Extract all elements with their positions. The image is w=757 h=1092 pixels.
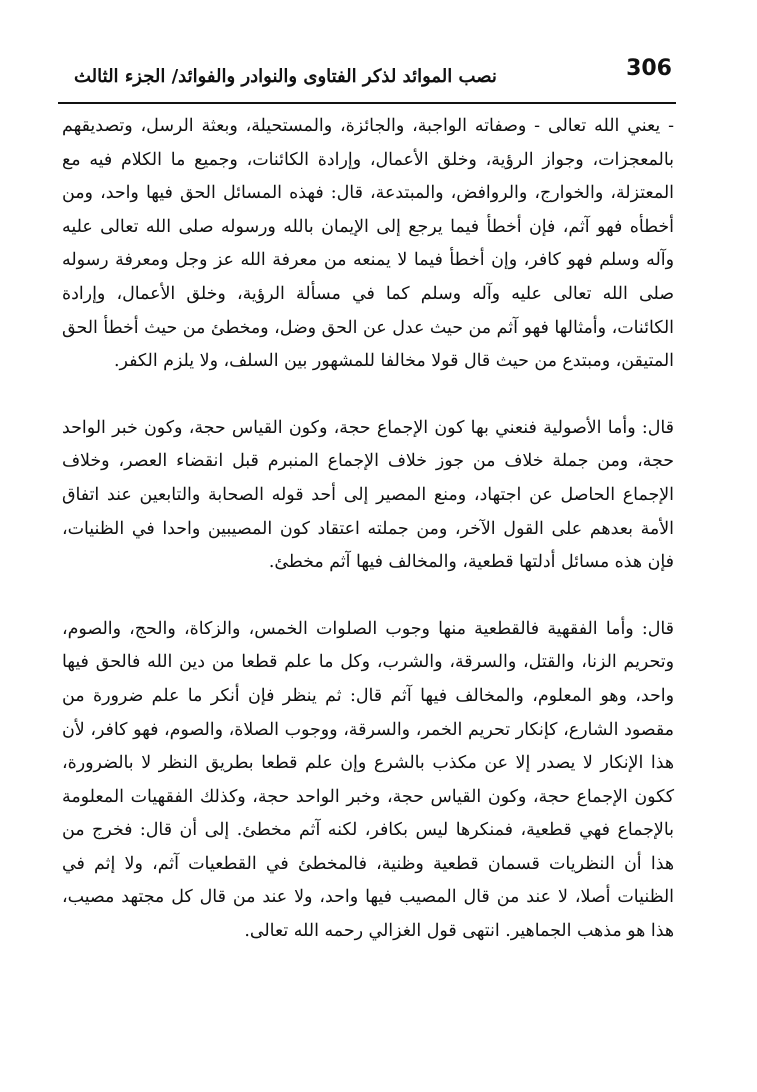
paragraph: قال: وأما الأصولية فنعني بها كون الإجماع حجة، وكون القياس حجة، وكون خبر الواحد حجة، ومن جملة خلاف من جوز خلاف الإجماع المنبرم قبل انقضاء العصر، وخلاف الإجماع الحاصل عن اجتهاد، ومنع المصير إلى أحد قوله الصحابة والتابعين عند اتفاق الأمة بعدهم على القول الآخر، ومن جملته اعتقاد كون المصيبين واحدا في الظنيات، فإن هذه مسائل أدلتها قطعية، والمخالف فيها آثم مخطئ.: [62, 417, 674, 573]
body-text: [62, 110, 674, 949]
page-header: [58, 56, 676, 102]
paragraph: قال: وأما الفقهية فالقطعية منها وجوب الصلوات الخمس، والزكاة، والحج، والصوم، وتحريم الزنا، والقتل، والسرقة، والشرب، وكل ما علم قطعا من دين الله فالحق فيها واحد، وهو المعلوم، والمخالف فيها آثم قال: ثم ينظر فإن أنكر ما علم ضرورة من مقصود الشارع، كإنكار تحريم الخمر، والسرقة، ووجوب الصلاة، والصوم، فهو كافر، لأن هذا الإنكار لا يصدر إلا عن مكذب بالشرع وإن علم قطعا بطريق النظر لا بالضرورة، ككون الإجماع حجة، وكون القياس حجة، وخبر الواحد حجة، وكذلك الفقهيات المعلومة بالإجماع فهي قطعية، فمنكرها ليس بكافر، لكنه آثم مخطئ. إلى أن قال: فخرج من هذا أن النظريات قسمان قطعية وظنية، فالمخطئ في القطعيات آثم، ولا إثم في الظنيات أصلا، لا عند من قال المصيب فيها واحد، ولا عند من قال كل مجتهد مصيب، هذا هو مذهب الجماهير. انتهى قول الغزالي رحمه الله تعالى.: [62, 618, 674, 942]
paragraph: - يعني الله تعالى - وصفاته الواجبة، والجائزة، والمستحيلة، وبعثة الرسل، وتصديقهم بالمعجزات، وجواز الرؤية، وخلق الأعمال، وإرادة الكائنات، وجميع ما الكلام فيه مع المعتزلة، والخوارج، والروافض، والمبتدعة، قال: فهذه المسائل الحق فيها واحد، ومن أخطأه فهو آثم، فإن أخطأ فيما يرجع إلى الإيمان بالله ورسوله صلى الله تعالى عليه وآله وسلم فهو كافر، وإن أخطأ فيما لا يمنعه من معرفة الله عز وجل ومعرفة رسوله صلى الله تعالى عليه وآله وسلم كما في مسألة الرؤية، وخلق الأعمال، وإرادة الكائنات، وأمثالها فهو آثم من حيث عدل عن الحق وضل، ومخطئ من حيث أخطأ الحق المتيقن، ومبتدع من حيث قال قولا مخالفا للمشهور بين السلف، ولا يلزم الكفر.: [62, 116, 674, 372]
header-divider: [58, 102, 676, 104]
page-number: 306: [626, 56, 672, 81]
running-title: نصب الموائد لذكر الفتاوى والنوادر والفوائد/ الجزء الثالث: [74, 66, 497, 87]
